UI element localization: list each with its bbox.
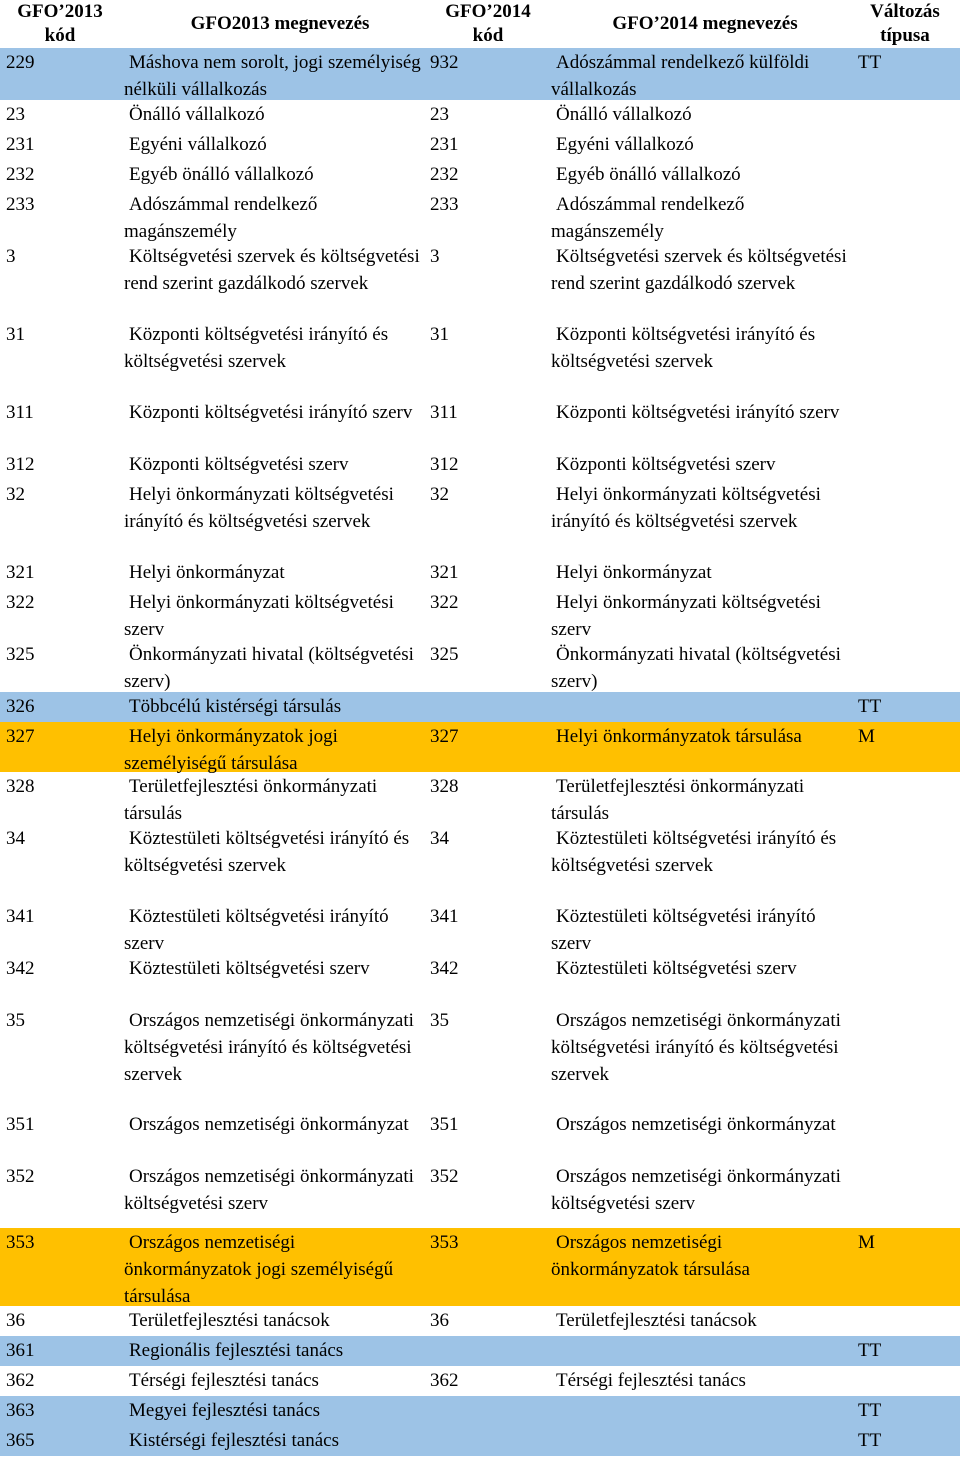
name-2014: Helyi önkormányzat (556, 562, 712, 583)
table-row (0, 160, 960, 190)
code-2014: 35 (430, 1010, 449, 1031)
header-gfo2013-code: GFO’2013 kód (17, 1, 103, 46)
table-row (0, 1426, 960, 1456)
name-2013: Máshova nem sorolt, jogi személyiség nélküli vállalkozás (124, 52, 421, 100)
code-2013: 233 (6, 194, 35, 215)
name-2014: Országos nemzetiségi önkormányzat (556, 1114, 836, 1135)
name-2013: Országos nemzetiségi önkormányzat (129, 1114, 409, 1135)
table-row (0, 398, 960, 450)
name-2013: Helyi önkormányzati költségvetési szerv (124, 592, 394, 640)
name-2013: Egyéb önálló vállalkozó (129, 164, 314, 185)
code-table (0, 48, 960, 1456)
name-2014: Központi költségvetési irányító és költségvetési szervek (551, 324, 816, 372)
name-2014: Központi költségvetési szerv (556, 454, 776, 475)
code-2014: 932 (430, 52, 459, 73)
code-2013: 231 (6, 134, 35, 155)
table-row (0, 588, 960, 640)
code-2014: 353 (430, 1232, 459, 1253)
name-2013: Adószámmal rendelkező magánszemély (124, 194, 318, 242)
name-2014: Országos nemzetiségi önkormányzati költségvetési irányító és költségvetési szervek (551, 1010, 841, 1085)
header-gfo2014-name: GFO’2014 megnevezés (612, 13, 798, 34)
code-2013: 341 (6, 906, 35, 927)
code-2014: 231 (430, 134, 459, 155)
change-type: TT (858, 52, 882, 73)
name-2013: Többcélú kistérségi társulás (129, 696, 342, 717)
code-2014: 32 (430, 484, 449, 505)
name-2014: Helyi önkormányzati költségvetési szerv (551, 592, 821, 640)
table-row (0, 450, 960, 480)
table-row (0, 1110, 960, 1162)
code-2013: 328 (6, 776, 35, 797)
code-2013: 321 (6, 562, 35, 583)
code-2013: 352 (6, 1166, 35, 1187)
table-header (0, 0, 960, 48)
name-2013: Területfejlesztési tanácsok (129, 1310, 330, 1331)
table-row (0, 824, 960, 902)
table-row (0, 558, 960, 588)
name-2013: Helyi önkormányzati költségvetési irányító és költségvetési szervek (124, 484, 394, 532)
code-2013: 325 (6, 644, 35, 665)
code-2013: 3 (6, 246, 16, 267)
code-2013: 363 (6, 1400, 35, 1421)
change-type: M (858, 726, 875, 747)
name-2014: Köztestületi költségvetési irányító és költségvetési szervek (551, 828, 837, 876)
name-2014: Országos nemzetiségi önkormányzati költségvetési szerv (551, 1166, 841, 1214)
code-2014: 352 (430, 1166, 459, 1187)
change-type: TT (858, 1400, 882, 1421)
table-row (0, 320, 960, 398)
code-2013: 342 (6, 958, 35, 979)
name-2014: Egyéb önálló vállalkozó (556, 164, 741, 185)
code-2014: 351 (430, 1114, 459, 1135)
header-gfo2013-name: GFO2013 megnevezés (190, 13, 370, 34)
code-2013: 232 (6, 164, 35, 185)
name-2014: Központi költségvetési irányító szerv (556, 402, 840, 423)
name-2013: Országos nemzetiségi önkormányzati költségvetési irányító és költségvetési szervek (124, 1010, 414, 1085)
table-row (0, 954, 960, 1006)
change-type: TT (858, 1340, 882, 1361)
name-2014: Köztestületi költségvetési irányító szerv (551, 906, 816, 954)
change-type: TT (858, 1430, 882, 1451)
code-2014: 325 (430, 644, 459, 665)
name-2014: Adószámmal rendelkező magánszemély (551, 194, 745, 242)
name-2014: Önálló vállalkozó (556, 104, 692, 125)
code-2014: 232 (430, 164, 459, 185)
name-2014: Térségi fejlesztési tanács (556, 1370, 746, 1391)
name-2013: Központi költségvetési irányító és költségvetési szervek (124, 324, 389, 372)
table-row (0, 100, 960, 130)
code-2014: 322 (430, 592, 459, 613)
table-row (0, 1396, 960, 1426)
header-change-type: Változás típusa (870, 1, 940, 46)
code-2014: 3 (430, 246, 440, 267)
table-row (0, 1228, 960, 1306)
code-2013: 31 (6, 324, 25, 345)
name-2013: Országos nemzetiségi önkormányzatok jogi személyiségű társulása (124, 1232, 394, 1307)
name-2013: Önkormányzati hivatal (költségvetési szerv) (124, 644, 414, 692)
table-row (0, 1306, 960, 1336)
code-2014: 31 (430, 324, 449, 345)
name-2013: Regionális fejlesztési tanács (129, 1340, 344, 1361)
name-2013: Köztestületi költségvetési irányító szerv (124, 906, 389, 954)
code-2013: 36 (6, 1310, 25, 1331)
table-row (0, 1336, 960, 1366)
code-2013: 34 (6, 828, 25, 849)
code-2014: 321 (430, 562, 459, 583)
code-2014: 328 (430, 776, 459, 797)
code-2013: 229 (6, 52, 35, 73)
code-2013: 32 (6, 484, 25, 505)
change-type: M (858, 1232, 875, 1253)
code-2013: 351 (6, 1114, 35, 1135)
code-2014: 327 (430, 726, 459, 747)
header-gfo2014-code: GFO’2014 kód (445, 1, 531, 46)
name-2013: Országos nemzetiségi önkormányzati költségvetési szerv (124, 1166, 414, 1214)
table-row (0, 902, 960, 954)
name-2014: Egyéni vállalkozó (556, 134, 694, 155)
code-2014: 23 (430, 104, 449, 125)
name-2014: Helyi önkormányzatok társulása (556, 726, 802, 747)
code-2013: 326 (6, 696, 35, 717)
table-row (0, 1006, 960, 1110)
name-2013: Költségvetési szervek és költségvetési rend szerint gazdálkodó szervek (124, 246, 420, 294)
name-2013: Önálló vállalkozó (129, 104, 265, 125)
table-row (0, 130, 960, 160)
code-2013: 327 (6, 726, 35, 747)
name-2013: Egyéni vállalkozó (129, 134, 267, 155)
table-row (0, 692, 960, 722)
name-2014: Területfejlesztési önkormányzati társulás (551, 776, 805, 824)
name-2014: Területfejlesztési tanácsok (556, 1310, 757, 1331)
code-2013: 312 (6, 454, 35, 475)
code-2014: 34 (430, 828, 449, 849)
name-2014: Önkormányzati hivatal (költségvetési szerv) (551, 644, 841, 692)
code-2014: 312 (430, 454, 459, 475)
name-2014: Adószámmal rendelkező külföldi vállalkozás (551, 52, 810, 100)
table-row (0, 1366, 960, 1396)
name-2013: Területfejlesztési önkormányzati társulás (124, 776, 378, 824)
name-2013: Helyi önkormányzat (129, 562, 285, 583)
code-2014: 362 (430, 1370, 459, 1391)
name-2013: Megyei fejlesztési tanács (129, 1400, 320, 1421)
code-2013: 311 (6, 402, 34, 423)
code-2014: 36 (430, 1310, 449, 1331)
code-2013: 365 (6, 1430, 35, 1451)
name-2014: Költségvetési szervek és költségvetési rend szerint gazdálkodó szervek (551, 246, 847, 294)
name-2013: Térségi fejlesztési tanács (129, 1370, 319, 1391)
table-row (0, 722, 960, 772)
code-2014: 311 (430, 402, 458, 423)
table-row (0, 1162, 960, 1228)
name-2014: Országos nemzetiségi önkormányzatok társulása (551, 1232, 750, 1280)
code-2013: 35 (6, 1010, 25, 1031)
code-2014: 233 (430, 194, 459, 215)
name-2013: Kistérségi fejlesztési tanács (129, 1430, 339, 1451)
table-row (0, 640, 960, 692)
code-2013: 23 (6, 104, 25, 125)
change-type: TT (858, 696, 882, 717)
name-2014: Köztestületi költségvetési szerv (556, 958, 797, 979)
code-2013: 362 (6, 1370, 35, 1391)
name-2013: Központi költségvetési irányító szerv (129, 402, 413, 423)
table-row (0, 190, 960, 242)
name-2013: Köztestületi költségvetési szerv (129, 958, 370, 979)
code-2013: 353 (6, 1232, 35, 1253)
code-2014: 342 (430, 958, 459, 979)
table-row (0, 480, 960, 558)
code-2013: 322 (6, 592, 35, 613)
table-row (0, 772, 960, 824)
name-2014: Helyi önkormányzati költségvetési irányító és költségvetési szervek (551, 484, 821, 532)
table-row (0, 242, 960, 320)
name-2013: Köztestületi költségvetési irányító és költségvetési szervek (124, 828, 410, 876)
code-2014: 341 (430, 906, 459, 927)
name-2013: Helyi önkormányzatok jogi személyiségű társulása (124, 726, 338, 774)
table-row (0, 48, 960, 100)
name-2013: Központi költségvetési szerv (129, 454, 349, 475)
code-2013: 361 (6, 1340, 35, 1361)
